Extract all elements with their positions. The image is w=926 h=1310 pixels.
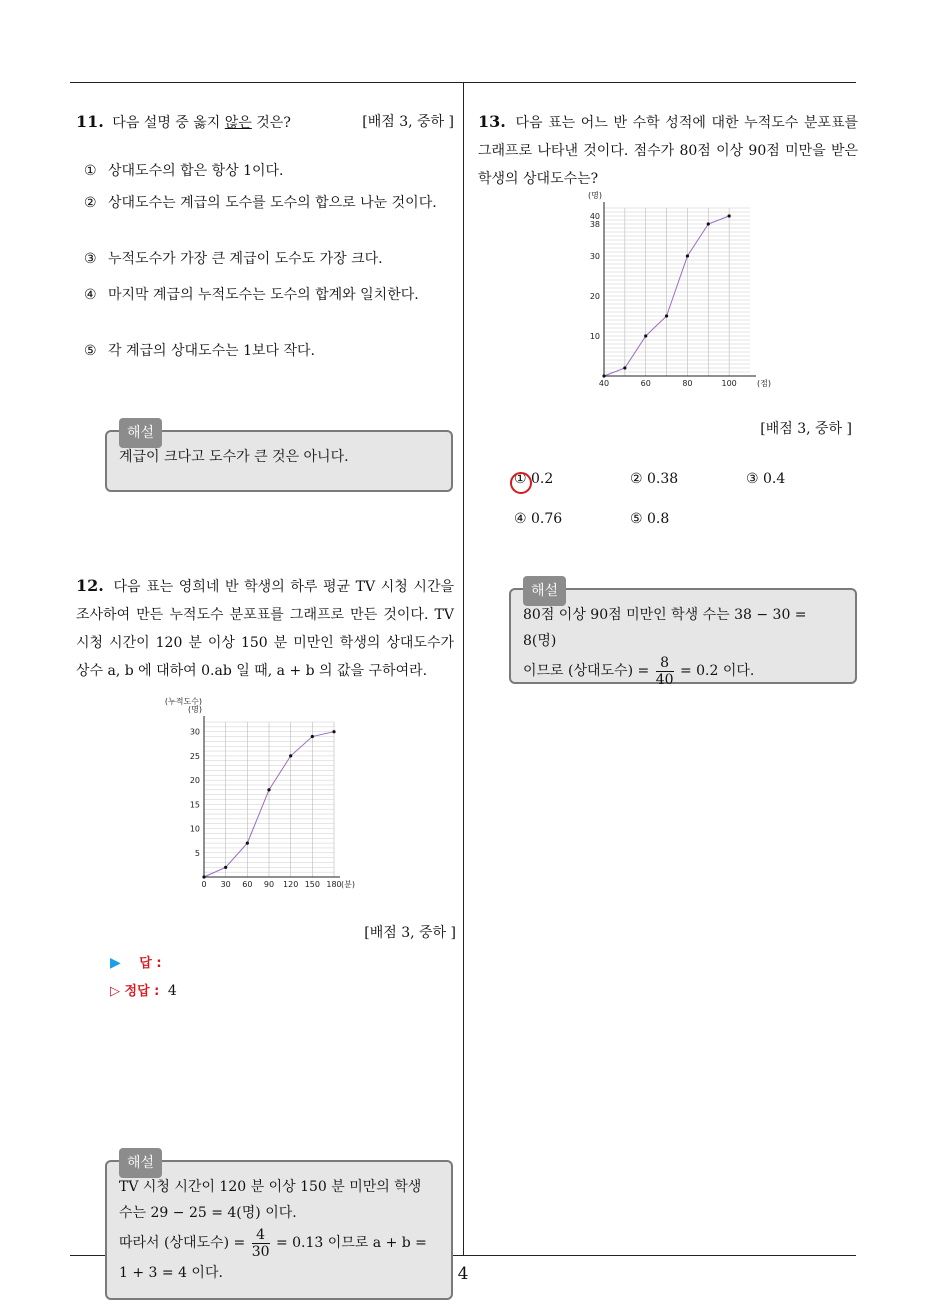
y-tick-label: 20	[189, 776, 200, 786]
data-point	[707, 222, 710, 225]
option-3[interactable]: ③ 0.4	[746, 471, 786, 487]
x-tick-label: 180	[326, 880, 342, 889]
option-5[interactable]: ⑤ 0.8	[630, 511, 670, 527]
question-number: 13.	[478, 112, 506, 131]
left-column	[76, 108, 456, 1281]
answer-label: 답 :	[139, 956, 162, 971]
y-axis-label: (명)	[188, 705, 202, 714]
x-tick-label: 80	[682, 379, 693, 388]
solution-line: 이므로 (상대도수) = $\frac{8}{40}$ = 0.2 이다.	[523, 654, 755, 688]
solution-tag: 해설	[523, 576, 566, 606]
data-point	[202, 875, 205, 878]
y-tick-label: 40	[589, 212, 600, 221]
y-tick-label: 30	[589, 252, 600, 261]
page-number: 4	[457, 1264, 469, 1284]
data-point	[728, 214, 731, 217]
y-axis-label: (누적도수)	[164, 697, 202, 706]
y-tick-label: 38	[589, 220, 600, 229]
option-4[interactable]: ④ 0.76	[514, 511, 563, 527]
x-tick-label: 0	[201, 880, 207, 889]
data-point	[644, 334, 647, 337]
option-1[interactable]: ① 0.2	[514, 466, 553, 492]
y-tick-label: 10	[589, 332, 600, 341]
y-tick-label: 20	[589, 292, 600, 301]
option-1[interactable]: ① 상대도수의 합은 항상 1이다.	[84, 163, 284, 179]
solution-box-12	[105, 1155, 453, 1300]
question-number: 11.	[76, 112, 104, 131]
solution-box-11	[105, 425, 453, 492]
question-meta: [배점 3, 중하 ]	[362, 114, 454, 130]
correct-answer-row	[110, 980, 177, 999]
solution-text: 계급이 크다고 도수가 큰 것은 아니다.	[119, 449, 349, 465]
y-tick-label: 30	[189, 727, 200, 737]
option-4[interactable]: ④ 마지막 계급의 누적도수는 도수의 합계와 일치한다.	[84, 287, 419, 303]
cumulative-frequency-chart-math	[582, 191, 802, 394]
x-axis-label: (분)	[341, 880, 355, 889]
option-2[interactable]: ② 0.38	[630, 471, 679, 487]
cumulative-frequency-chart-tv	[164, 697, 414, 894]
data-point	[224, 866, 227, 869]
solution-line: 따라서 (상대도수) = $\frac{4}{30}$ = 0.13̇ 이므로 a + b =	[119, 1226, 427, 1260]
solution-tag: 해설	[119, 1148, 162, 1178]
x-tick-label: 60	[640, 379, 651, 388]
question-underlined: 않은	[224, 115, 252, 131]
y-tick-label: 15	[189, 800, 200, 810]
fraction: $\frac{8}{40}$	[655, 654, 674, 688]
x-tick-label: 90	[263, 880, 275, 889]
solution-line: 1 + 3 = 4 이다.	[119, 1265, 223, 1281]
x-axis-label: (점)	[757, 379, 771, 388]
option-3[interactable]: ③ 누적도수가 가장 큰 계급이 도수도 가장 크다.	[84, 251, 383, 267]
question-11-header	[76, 108, 454, 137]
solution-box-13	[509, 583, 857, 688]
right-column	[478, 108, 858, 688]
data-point	[289, 754, 292, 757]
y-axis-label: (명)	[588, 191, 602, 200]
x-tick-label: 60	[242, 880, 253, 889]
question-text-tail: 것은?	[251, 115, 291, 131]
question-meta: [배점 3, 중하 ]	[364, 925, 456, 941]
data-point	[246, 841, 249, 844]
question-number: 12.	[76, 576, 104, 595]
data-point	[665, 314, 668, 317]
column-divider	[463, 83, 464, 1255]
data-point	[332, 730, 335, 733]
x-tick-label: 120	[283, 880, 299, 889]
x-tick-label: 30	[220, 880, 231, 889]
data-point	[267, 788, 270, 791]
data-point	[602, 374, 605, 377]
question-text: 다음 표는 어느 반 수학 성적에 대한 누적도수 분포표를 그래프로 나타낸 것이다. 점수가 80점 이상 90점 미만을 받은 학생의 상대도수는?	[478, 115, 858, 187]
data-point	[623, 366, 626, 369]
answer-row	[110, 952, 162, 971]
y-tick-label: 5	[194, 848, 200, 858]
option-5[interactable]: ⑤ 각 계급의 상대도수는 1보다 작다.	[84, 343, 315, 359]
x-tick-label: 100	[721, 379, 737, 388]
y-tick-label: 25	[189, 751, 200, 761]
selected-circle-icon	[510, 472, 532, 494]
question-13-header	[478, 108, 858, 193]
correct-label: ▷ 정답 :	[110, 984, 160, 999]
x-tick-label: 40	[598, 379, 610, 388]
data-point	[311, 735, 314, 738]
y-tick-label: 10	[189, 824, 200, 834]
question-text: 다음 표는 영희네 반 학생의 하루 평균 TV 시청 시간을 조사하여 만든 누적도수 분포표를 그래프로 만든 것이다. TV 시청 시간이 120 분 이상 150 분 미만인 학생의 상대도수가 상수 a, b 에 대하여 0.ab 일 때, a + b 의 값을 구하여라.	[76, 579, 454, 679]
question-11	[76, 108, 454, 508]
solution-line: 수는 29 − 25 = 4(명) 이다.	[119, 1205, 297, 1221]
data-point	[686, 254, 689, 257]
option-2[interactable]: ② 상대도수는 계급의 도수를 도수의 합으로 나눈 것이다.	[84, 195, 437, 211]
solution-line: 80점 이상 90점 미만인 학생 수는 38 − 30 = 8(명)	[523, 607, 807, 649]
solution-line: TV 시청 시간이 120 분 이상 150 분 미만의 학생	[119, 1179, 422, 1195]
question-12-header	[76, 572, 454, 685]
fraction: $\frac{4}{30}$	[251, 1226, 270, 1260]
solution-tag: 해설	[119, 418, 162, 448]
question-meta: [배점 3, 중하 ]	[760, 421, 852, 437]
play-icon: ▶	[110, 955, 121, 971]
correct-value: 4	[167, 983, 177, 999]
question-text: 다음 설명 중 옳지	[112, 115, 225, 131]
question-12	[76, 572, 456, 1281]
options-list	[52, 158, 452, 368]
x-tick-label: 150	[304, 880, 320, 889]
